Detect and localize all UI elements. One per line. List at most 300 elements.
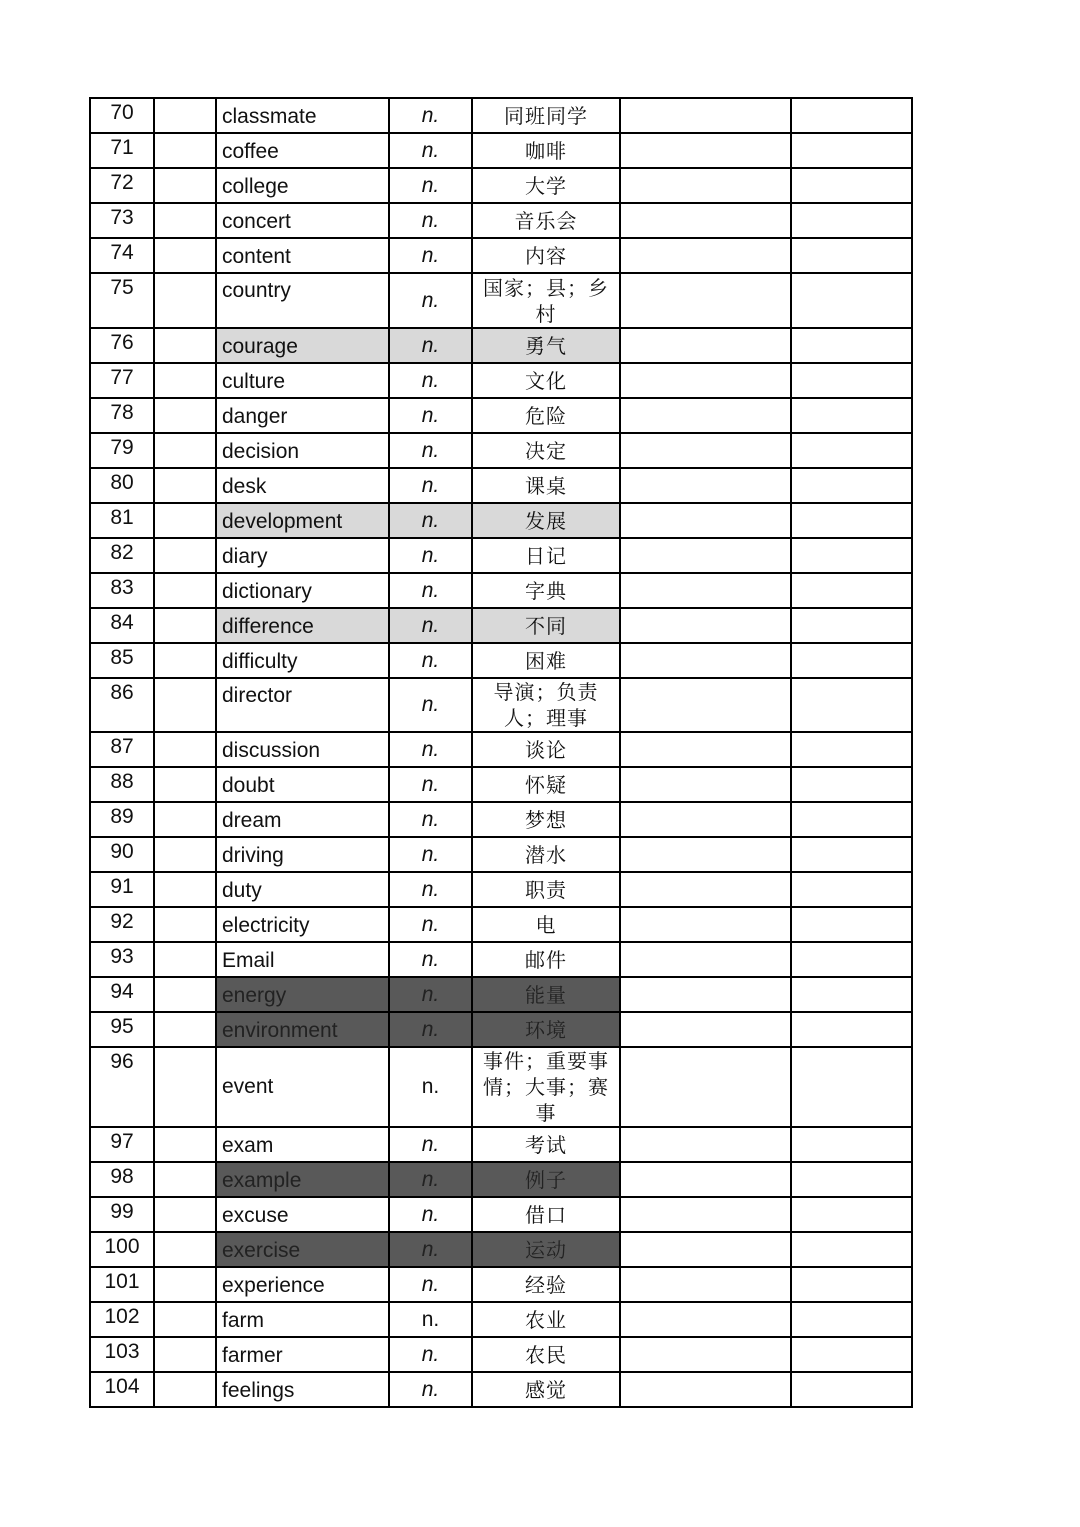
part-of-speech-cell: n. bbox=[389, 802, 472, 837]
table-row bbox=[90, 643, 912, 678]
blank-cell bbox=[154, 1162, 216, 1197]
row-number: 85 bbox=[90, 643, 154, 678]
meaning-cell bbox=[472, 1162, 620, 1197]
empty-cell bbox=[791, 802, 912, 837]
part-of-speech-cell: n. bbox=[389, 168, 472, 203]
part-of-speech-cell: n. bbox=[389, 1372, 472, 1407]
empty-cell bbox=[620, 643, 791, 678]
meaning-cell bbox=[472, 643, 620, 678]
blank-cell bbox=[154, 1232, 216, 1267]
row-number: 89 bbox=[90, 802, 154, 837]
word-cell: development bbox=[216, 503, 389, 538]
empty-cell bbox=[791, 573, 912, 608]
blank-cell bbox=[154, 678, 216, 732]
meaning-cell bbox=[472, 872, 620, 907]
row-number: 71 bbox=[90, 133, 154, 168]
meaning-cell bbox=[472, 238, 620, 273]
row-number: 97 bbox=[90, 1127, 154, 1162]
word-cell: farm bbox=[216, 1302, 389, 1337]
word-cell: country bbox=[216, 273, 389, 328]
meaning-cell bbox=[472, 168, 620, 203]
row-number: 99 bbox=[90, 1197, 154, 1232]
vocabulary-table bbox=[89, 97, 913, 1408]
table-row bbox=[90, 1232, 912, 1267]
table-row bbox=[90, 1372, 912, 1407]
blank-cell bbox=[154, 273, 216, 328]
meaning-text: 潜水 bbox=[525, 842, 567, 867]
meaning-text: 勇气 bbox=[525, 333, 567, 358]
meaning-cell bbox=[472, 1302, 620, 1337]
empty-cell bbox=[791, 398, 912, 433]
empty-cell bbox=[620, 468, 791, 503]
word-cell: event bbox=[216, 1047, 389, 1127]
meaning-cell bbox=[472, 1232, 620, 1267]
empty-cell bbox=[620, 203, 791, 238]
meaning-text: 导演；负责人；理事 bbox=[493, 680, 599, 730]
row-number: 95 bbox=[90, 1012, 154, 1047]
part-of-speech-cell: n. bbox=[389, 238, 472, 273]
word-cell: decision bbox=[216, 433, 389, 468]
table-row bbox=[90, 977, 912, 1012]
table-row bbox=[90, 1127, 912, 1162]
meaning-cell bbox=[472, 1267, 620, 1302]
empty-cell bbox=[791, 468, 912, 503]
meaning-cell bbox=[472, 538, 620, 573]
empty-cell bbox=[620, 1232, 791, 1267]
empty-cell bbox=[791, 1012, 912, 1047]
empty-cell bbox=[620, 1162, 791, 1197]
word-cell: environment bbox=[216, 1012, 389, 1047]
empty-cell bbox=[791, 732, 912, 767]
meaning-text: 事件；重要事情；大事；赛事 bbox=[483, 1049, 609, 1125]
empty-cell bbox=[791, 433, 912, 468]
meaning-text: 电 bbox=[535, 912, 557, 937]
meaning-cell bbox=[472, 398, 620, 433]
word-cell: experience bbox=[216, 1267, 389, 1302]
empty-cell bbox=[620, 503, 791, 538]
row-number: 82 bbox=[90, 538, 154, 573]
empty-cell bbox=[791, 678, 912, 732]
part-of-speech-cell: n. bbox=[389, 203, 472, 238]
empty-cell bbox=[620, 907, 791, 942]
row-number: 72 bbox=[90, 168, 154, 203]
table-row bbox=[90, 1162, 912, 1197]
empty-cell bbox=[791, 1047, 912, 1127]
blank-cell bbox=[154, 538, 216, 573]
empty-cell bbox=[791, 643, 912, 678]
word-cell: coffee bbox=[216, 133, 389, 168]
empty-cell bbox=[791, 1267, 912, 1302]
empty-cell bbox=[791, 363, 912, 398]
meaning-cell bbox=[472, 503, 620, 538]
meaning-cell bbox=[472, 1047, 620, 1127]
empty-cell bbox=[620, 1372, 791, 1407]
blank-cell bbox=[154, 203, 216, 238]
blank-cell bbox=[154, 1127, 216, 1162]
row-number: 87 bbox=[90, 732, 154, 767]
word-cell: discussion bbox=[216, 732, 389, 767]
word-cell: diary bbox=[216, 538, 389, 573]
blank-cell bbox=[154, 977, 216, 1012]
meaning-cell bbox=[472, 678, 620, 732]
part-of-speech-cell: n. bbox=[389, 433, 472, 468]
empty-cell bbox=[791, 98, 912, 133]
blank-cell bbox=[154, 98, 216, 133]
meaning-text: 国家；县；乡村 bbox=[483, 275, 609, 326]
meaning-text: 危险 bbox=[525, 403, 567, 428]
blank-cell bbox=[154, 837, 216, 872]
empty-cell bbox=[620, 238, 791, 273]
blank-cell bbox=[154, 872, 216, 907]
blank-cell bbox=[154, 433, 216, 468]
blank-cell bbox=[154, 573, 216, 608]
row-number: 79 bbox=[90, 433, 154, 468]
word-cell: classmate bbox=[216, 98, 389, 133]
meaning-text: 环境 bbox=[525, 1017, 567, 1042]
table-row bbox=[90, 503, 912, 538]
empty-cell bbox=[791, 837, 912, 872]
row-number: 103 bbox=[90, 1337, 154, 1372]
meaning-text: 音乐会 bbox=[514, 208, 578, 233]
meaning-cell bbox=[472, 907, 620, 942]
word-cell: dictionary bbox=[216, 573, 389, 608]
empty-cell bbox=[791, 907, 912, 942]
word-cell: danger bbox=[216, 398, 389, 433]
meaning-cell bbox=[472, 433, 620, 468]
part-of-speech-cell: n. bbox=[389, 643, 472, 678]
part-of-speech-cell: n. bbox=[389, 273, 472, 328]
meaning-text: 谈论 bbox=[525, 737, 567, 762]
meaning-cell bbox=[472, 1127, 620, 1162]
table-row bbox=[90, 468, 912, 503]
meaning-cell bbox=[472, 1197, 620, 1232]
meaning-text: 能量 bbox=[525, 982, 567, 1007]
meaning-text: 字典 bbox=[525, 578, 567, 603]
empty-cell bbox=[791, 977, 912, 1012]
part-of-speech-cell: n. bbox=[389, 767, 472, 802]
part-of-speech-cell: n. bbox=[389, 538, 472, 573]
row-number: 80 bbox=[90, 468, 154, 503]
meaning-cell bbox=[472, 837, 620, 872]
part-of-speech-cell: n. bbox=[389, 398, 472, 433]
table-row bbox=[90, 1197, 912, 1232]
meaning-text: 咖啡 bbox=[525, 138, 567, 163]
blank-cell bbox=[154, 238, 216, 273]
meaning-text: 同班同学 bbox=[504, 103, 588, 128]
empty-cell bbox=[620, 1337, 791, 1372]
blank-cell bbox=[154, 468, 216, 503]
meaning-text: 决定 bbox=[525, 438, 567, 463]
meaning-cell bbox=[472, 133, 620, 168]
meaning-cell bbox=[472, 98, 620, 133]
row-number: 81 bbox=[90, 503, 154, 538]
blank-cell bbox=[154, 133, 216, 168]
vocabulary-table-body bbox=[90, 98, 912, 1407]
part-of-speech-cell: n. bbox=[389, 503, 472, 538]
meaning-text: 课桌 bbox=[525, 473, 567, 498]
part-of-speech-cell: n. bbox=[389, 1012, 472, 1047]
empty-cell bbox=[791, 1232, 912, 1267]
table-row bbox=[90, 1047, 912, 1127]
meaning-text: 农业 bbox=[525, 1307, 567, 1332]
table-row bbox=[90, 273, 912, 328]
empty-cell bbox=[791, 767, 912, 802]
empty-cell bbox=[791, 168, 912, 203]
blank-cell bbox=[154, 907, 216, 942]
table-row bbox=[90, 133, 912, 168]
empty-cell bbox=[620, 273, 791, 328]
meaning-text: 邮件 bbox=[525, 947, 567, 972]
row-number: 96 bbox=[90, 1047, 154, 1127]
blank-cell bbox=[154, 1372, 216, 1407]
meaning-text: 感觉 bbox=[525, 1377, 567, 1402]
word-cell: driving bbox=[216, 837, 389, 872]
meaning-text: 困难 bbox=[525, 648, 567, 673]
part-of-speech-cell: n. bbox=[389, 1162, 472, 1197]
table-row bbox=[90, 398, 912, 433]
part-of-speech-cell: n. bbox=[389, 1267, 472, 1302]
part-of-speech-cell: n. bbox=[389, 1197, 472, 1232]
table-row bbox=[90, 802, 912, 837]
word-cell: feelings bbox=[216, 1372, 389, 1407]
part-of-speech-cell: n. bbox=[389, 907, 472, 942]
blank-cell bbox=[154, 1302, 216, 1337]
row-number: 84 bbox=[90, 608, 154, 643]
table-row bbox=[90, 678, 912, 732]
part-of-speech-cell: n. bbox=[389, 468, 472, 503]
part-of-speech-cell: n. bbox=[389, 328, 472, 363]
meaning-cell bbox=[472, 203, 620, 238]
empty-cell bbox=[620, 1012, 791, 1047]
table-row bbox=[90, 1302, 912, 1337]
row-number: 93 bbox=[90, 942, 154, 977]
part-of-speech-cell: n. bbox=[389, 1232, 472, 1267]
word-cell: difference bbox=[216, 608, 389, 643]
blank-cell bbox=[154, 643, 216, 678]
blank-cell bbox=[154, 942, 216, 977]
table-row bbox=[90, 328, 912, 363]
empty-cell bbox=[620, 133, 791, 168]
table-row bbox=[90, 1337, 912, 1372]
empty-cell bbox=[791, 942, 912, 977]
empty-cell bbox=[791, 1162, 912, 1197]
blank-cell bbox=[154, 1047, 216, 1127]
empty-cell bbox=[791, 1372, 912, 1407]
row-number: 91 bbox=[90, 872, 154, 907]
table-row bbox=[90, 538, 912, 573]
empty-cell bbox=[791, 872, 912, 907]
word-cell: culture bbox=[216, 363, 389, 398]
meaning-text: 内容 bbox=[525, 243, 567, 268]
meaning-text: 梦想 bbox=[525, 807, 567, 832]
word-cell: courage bbox=[216, 328, 389, 363]
blank-cell bbox=[154, 1267, 216, 1302]
table-row bbox=[90, 168, 912, 203]
meaning-cell bbox=[472, 1372, 620, 1407]
meaning-cell bbox=[472, 328, 620, 363]
empty-cell bbox=[791, 1337, 912, 1372]
meaning-text: 不同 bbox=[525, 613, 567, 638]
empty-cell bbox=[620, 538, 791, 573]
table-row bbox=[90, 907, 912, 942]
row-number: 92 bbox=[90, 907, 154, 942]
meaning-text: 例子 bbox=[525, 1167, 567, 1192]
empty-cell bbox=[620, 433, 791, 468]
table-row bbox=[90, 942, 912, 977]
table-row bbox=[90, 872, 912, 907]
empty-cell bbox=[791, 238, 912, 273]
meaning-text: 文化 bbox=[525, 368, 567, 393]
empty-cell bbox=[620, 1197, 791, 1232]
part-of-speech-cell: n. bbox=[389, 942, 472, 977]
empty-cell bbox=[620, 98, 791, 133]
table-row bbox=[90, 433, 912, 468]
part-of-speech-cell: n. bbox=[389, 678, 472, 732]
meaning-cell bbox=[472, 977, 620, 1012]
word-cell: exercise bbox=[216, 1232, 389, 1267]
empty-cell bbox=[620, 328, 791, 363]
part-of-speech-cell: n. bbox=[389, 872, 472, 907]
empty-cell bbox=[791, 1197, 912, 1232]
part-of-speech-cell: n. bbox=[389, 573, 472, 608]
empty-cell bbox=[620, 573, 791, 608]
table-row bbox=[90, 1012, 912, 1047]
row-number: 83 bbox=[90, 573, 154, 608]
empty-cell bbox=[620, 977, 791, 1012]
row-number: 70 bbox=[90, 98, 154, 133]
empty-cell bbox=[791, 608, 912, 643]
meaning-text: 发展 bbox=[525, 508, 567, 533]
empty-cell bbox=[620, 732, 791, 767]
row-number: 104 bbox=[90, 1372, 154, 1407]
meaning-text: 职责 bbox=[525, 877, 567, 902]
meaning-cell bbox=[472, 767, 620, 802]
blank-cell bbox=[154, 732, 216, 767]
part-of-speech-cell: n. bbox=[389, 1127, 472, 1162]
empty-cell bbox=[620, 1302, 791, 1337]
empty-cell bbox=[620, 168, 791, 203]
part-of-speech-cell: n. bbox=[389, 1337, 472, 1372]
row-number: 100 bbox=[90, 1232, 154, 1267]
word-cell: duty bbox=[216, 872, 389, 907]
table-row bbox=[90, 363, 912, 398]
row-number: 77 bbox=[90, 363, 154, 398]
blank-cell bbox=[154, 1012, 216, 1047]
word-cell: example bbox=[216, 1162, 389, 1197]
word-cell: farmer bbox=[216, 1337, 389, 1372]
table-row bbox=[90, 837, 912, 872]
table-row bbox=[90, 573, 912, 608]
table-row bbox=[90, 732, 912, 767]
blank-cell bbox=[154, 802, 216, 837]
word-cell: doubt bbox=[216, 767, 389, 802]
empty-cell bbox=[620, 678, 791, 732]
word-cell: content bbox=[216, 238, 389, 273]
table-row bbox=[90, 767, 912, 802]
empty-cell bbox=[791, 133, 912, 168]
meaning-cell bbox=[472, 468, 620, 503]
word-cell: electricity bbox=[216, 907, 389, 942]
empty-cell bbox=[620, 1047, 791, 1127]
word-cell: excuse bbox=[216, 1197, 389, 1232]
meaning-cell bbox=[472, 942, 620, 977]
table-row bbox=[90, 203, 912, 238]
blank-cell bbox=[154, 363, 216, 398]
meaning-text: 农民 bbox=[525, 1342, 567, 1367]
part-of-speech-cell: n. bbox=[389, 977, 472, 1012]
meaning-cell bbox=[472, 1337, 620, 1372]
blank-cell bbox=[154, 1337, 216, 1372]
meaning-cell bbox=[472, 573, 620, 608]
empty-cell bbox=[791, 1302, 912, 1337]
empty-cell bbox=[791, 1127, 912, 1162]
part-of-speech-cell: n. bbox=[389, 1302, 472, 1337]
blank-cell bbox=[154, 398, 216, 433]
empty-cell bbox=[791, 203, 912, 238]
meaning-text: 怀疑 bbox=[525, 772, 567, 797]
meaning-text: 经验 bbox=[525, 1272, 567, 1297]
empty-cell bbox=[620, 363, 791, 398]
empty-cell bbox=[620, 767, 791, 802]
meaning-text: 考试 bbox=[525, 1132, 567, 1157]
row-number: 90 bbox=[90, 837, 154, 872]
word-cell: difficulty bbox=[216, 643, 389, 678]
row-number: 78 bbox=[90, 398, 154, 433]
table-row bbox=[90, 98, 912, 133]
word-cell: Email bbox=[216, 942, 389, 977]
row-number: 94 bbox=[90, 977, 154, 1012]
row-number: 74 bbox=[90, 238, 154, 273]
table-row bbox=[90, 1267, 912, 1302]
meaning-cell bbox=[472, 802, 620, 837]
meaning-text: 借口 bbox=[525, 1202, 567, 1227]
table-row bbox=[90, 238, 912, 273]
row-number: 101 bbox=[90, 1267, 154, 1302]
part-of-speech-cell: n. bbox=[389, 133, 472, 168]
row-number: 75 bbox=[90, 273, 154, 328]
blank-cell bbox=[154, 767, 216, 802]
part-of-speech-cell: n. bbox=[389, 1047, 472, 1127]
part-of-speech-cell: n. bbox=[389, 98, 472, 133]
empty-cell bbox=[620, 802, 791, 837]
empty-cell bbox=[620, 1127, 791, 1162]
blank-cell bbox=[154, 328, 216, 363]
part-of-speech-cell: n. bbox=[389, 608, 472, 643]
empty-cell bbox=[791, 503, 912, 538]
row-number: 98 bbox=[90, 1162, 154, 1197]
row-number: 88 bbox=[90, 767, 154, 802]
meaning-text: 日记 bbox=[525, 543, 567, 568]
empty-cell bbox=[620, 608, 791, 643]
meaning-text: 运动 bbox=[525, 1237, 567, 1262]
empty-cell bbox=[620, 1267, 791, 1302]
word-cell: concert bbox=[216, 203, 389, 238]
word-cell: college bbox=[216, 168, 389, 203]
blank-cell bbox=[154, 503, 216, 538]
word-cell: exam bbox=[216, 1127, 389, 1162]
word-cell: energy bbox=[216, 977, 389, 1012]
blank-cell bbox=[154, 168, 216, 203]
meaning-cell bbox=[472, 363, 620, 398]
part-of-speech-cell: n. bbox=[389, 363, 472, 398]
row-number: 102 bbox=[90, 1302, 154, 1337]
empty-cell bbox=[791, 273, 912, 328]
row-number: 73 bbox=[90, 203, 154, 238]
part-of-speech-cell: n. bbox=[389, 732, 472, 767]
meaning-text: 大学 bbox=[525, 173, 567, 198]
empty-cell bbox=[620, 398, 791, 433]
meaning-cell bbox=[472, 608, 620, 643]
